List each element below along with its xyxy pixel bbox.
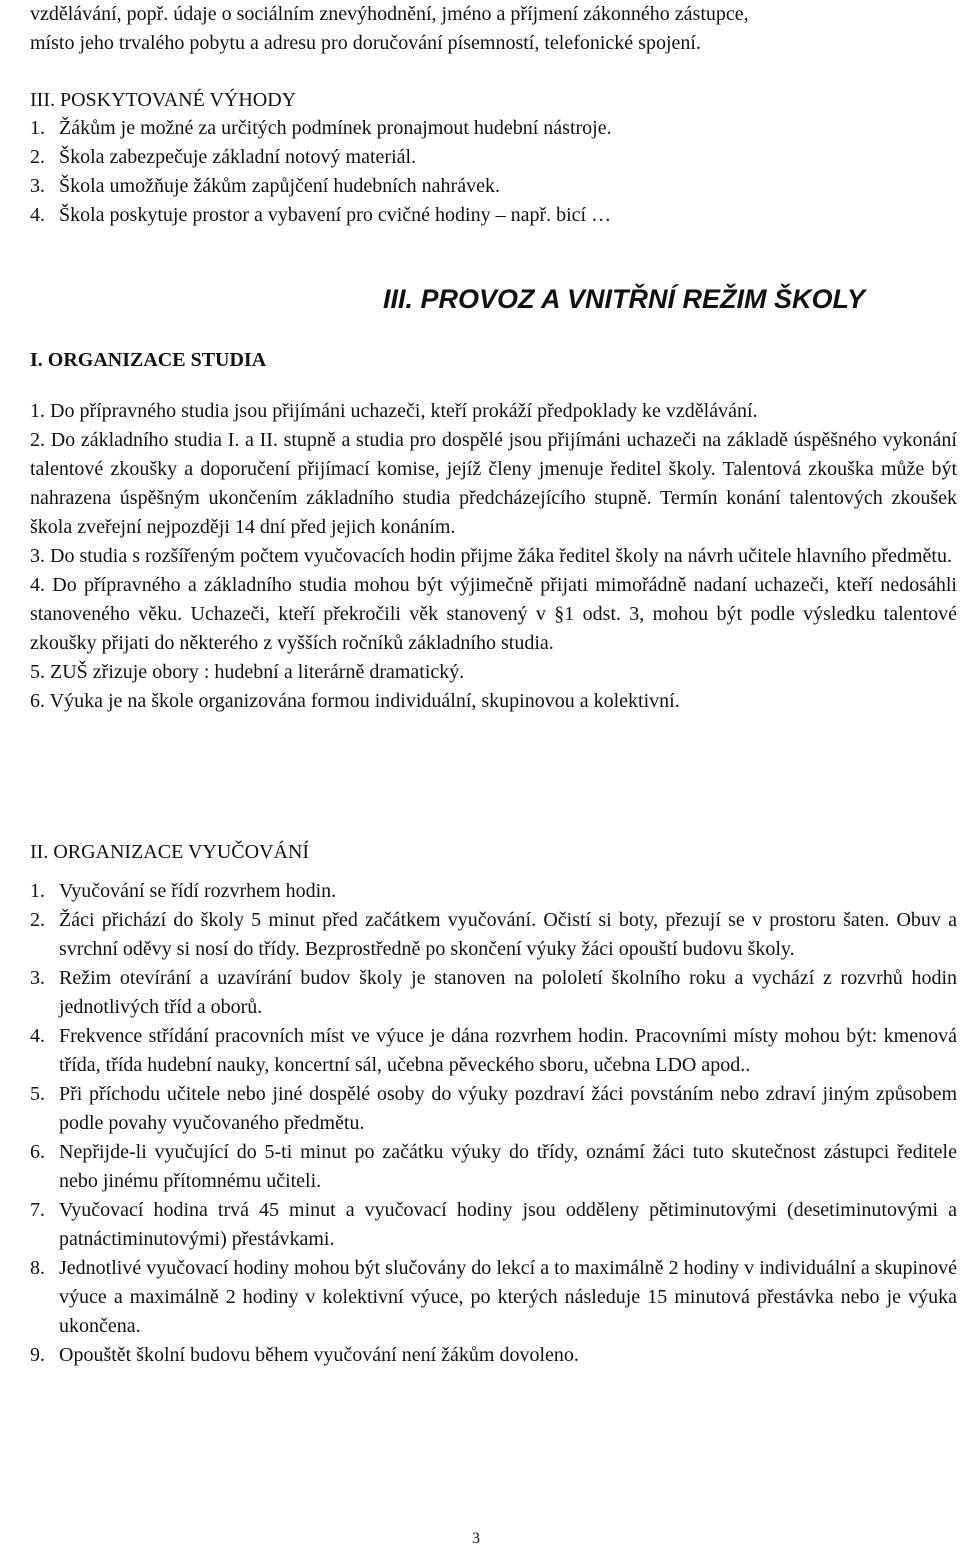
item-text: Výuka je na škole organizována formou individuální, skupinovou a kolektivní.: [49, 690, 680, 712]
item-text: Škola zabezpečuje základní notový materiál.: [59, 146, 417, 168]
item-text: Do přípravného studia jsou přijímáni uchazeči, kteří prokáží předpoklady ke vzdělávání.: [50, 400, 758, 422]
item-text: Škola poskytuje prostor a vybavení pro cvičné hodiny – např. bicí …: [59, 204, 612, 226]
item-text: Žákům je možné za určitých podmínek pronajmout hudební nástroje.: [59, 117, 612, 139]
item-number: 3.: [30, 967, 45, 989]
item-text: Vyučovací hodina trvá 45 minut a vyučovací hodiny jsou odděleny pětiminutovými (desetiminutovými a patnáctiminutovými) přestávkami.: [59, 1199, 957, 1250]
list-item: [30, 542, 957, 571]
item-number: 7.: [30, 1199, 45, 1221]
page-number: 3: [472, 1530, 480, 1547]
item-number: 4.: [30, 1025, 45, 1047]
list-item: [30, 143, 930, 172]
item-number: 3.: [30, 545, 45, 567]
list-item: [30, 571, 957, 658]
item-number: 1.: [30, 400, 45, 422]
item-number: 6.: [30, 1141, 45, 1163]
list-item: [30, 1138, 957, 1196]
list-item: [30, 114, 930, 143]
intro-line: vzdělávání, popř. údaje o sociálním znevýhodnění, jméno a příjmení zákonného zástupce,: [30, 3, 749, 25]
section-title-advantages: III. POSKYTOVANÉ VÝHODY: [30, 89, 297, 111]
study-list: [30, 397, 957, 716]
section-title-study: I. ORGANIZACE STUDIA: [30, 349, 267, 371]
item-text: Do přípravného a základního studia mohou být výjimečně přijati mimořádně nadaní uchazeči, kteří nedosáhli stanoveného věku. Uchazeči, kteří překročili věk stanovený v §1 odst. 3, mohou být podle výsledku talentové zkoušky přijati do některého z vyšších ročníků základního studia.: [30, 574, 957, 654]
item-number: 8.: [30, 1257, 45, 1279]
item-text: Vyučování se řídí rozvrhem hodin.: [59, 880, 337, 902]
item-text: Do základního studia I. a II. stupně a studia pro dospělé jsou přijímáni uchazeči na základě úspěšného vykonání talentové zkoušky a doporučení přijímací komise, jejíž členy jmenuje ředitel školy. Talentová zkouška může být nahrazena úspěšným ukončením základního studia předcházejícího stupně. Termín konání talentových zkoušek škola zveřejní nejpozději 14 dní před jejich konáním.: [30, 429, 957, 538]
item-number: 4.: [30, 574, 45, 596]
section-title-teaching: II. ORGANIZACE VYUČOVÁNÍ: [30, 841, 310, 863]
main-title: III. PROVOZ A VNITŘNÍ REŽIM ŠKOLY: [383, 284, 866, 314]
list-item: [30, 1196, 957, 1254]
list-item: [30, 426, 957, 542]
list-item: [30, 397, 957, 426]
item-number: 4.: [30, 204, 45, 226]
list-item: [30, 172, 930, 201]
item-number: 1.: [30, 880, 45, 902]
advantages-list: [30, 114, 930, 230]
list-item: [30, 1254, 957, 1341]
item-text: Při příchodu učitele nebo jiné dospělé osoby do výuky pozdraví žáci povstáním nebo zdraví jiným způsobem podle povahy vyučovaného předmětu.: [59, 1083, 957, 1134]
item-text: Jednotlivé vyučovací hodiny mohou být slučovány do lekcí a to maximálně 2 hodiny v individuální a skupinové výuce a maximálně 2 hodiny v kolektivní výuce, po kterých následuje 15 minutová přestávka nebo je výuka ukončena.: [59, 1257, 957, 1337]
intro-paragraph: [30, 0, 930, 58]
list-item: [30, 1341, 957, 1370]
item-number: 2.: [30, 429, 45, 451]
intro-line: místo jeho trvalého pobytu a adresu pro doručování písemností, telefonické spojení.: [30, 32, 701, 54]
item-number: 2.: [30, 909, 45, 931]
list-item: [30, 1080, 957, 1138]
item-number: 1.: [30, 117, 45, 139]
item-number: 9.: [30, 1344, 45, 1366]
item-text: Nepřijde-li vyučující do 5-ti minut po začátku výuky do třídy, oznámí žáci tuto skutečnost zástupci ředitele nebo jinému přítomnému učiteli.: [59, 1141, 957, 1192]
item-number: 3.: [30, 175, 45, 197]
item-number: 2.: [30, 146, 45, 168]
item-text: Frekvence střídání pracovních míst ve výuce je dána rozvrhem hodin. Pracovními místy mohou být: kmenová třída, třída hudební nauky, koncertní sál, učebna pěveckého sboru, učebna LDO apod..: [59, 1025, 957, 1076]
item-number: 6.: [30, 690, 45, 712]
list-item: [30, 201, 930, 230]
list-item: [30, 906, 957, 964]
teaching-list: [30, 877, 957, 1370]
item-text: Žáci přichází do školy 5 minut před začátkem vyučování. Očistí si boty, přezují se v prostoru šaten. Obuv a svrchní oděvy si nosí do třídy. Bezprostředně po skončení výuky žáci opouští budovu školy.: [59, 909, 957, 960]
item-number: 5.: [30, 1083, 45, 1105]
list-item: [30, 1022, 957, 1080]
list-item: [30, 877, 957, 906]
item-text: Škola umožňuje žákům zapůjčení hudebních nahrávek.: [59, 175, 500, 197]
item-text: Režim otevírání a uzavírání budov školy je stanoven na pololetí školního roku a vychází z rozvrhů hodin jednotlivých tříd a oborů.: [59, 967, 957, 1018]
list-item: [30, 964, 957, 1022]
item-number: 5.: [30, 661, 45, 683]
list-item: [30, 658, 957, 687]
item-text: ZUŠ zřizuje obory : hudební a literárně dramatický.: [50, 661, 465, 683]
list-item: [30, 687, 957, 716]
item-text: Opouštět školní budovu během vyučování není žákům dovoleno.: [59, 1344, 579, 1366]
item-text: Do studia s rozšířeným počtem vyučovacích hodin přijme žáka ředitel školy na návrh učitele hlavního předmětu.: [50, 545, 952, 567]
